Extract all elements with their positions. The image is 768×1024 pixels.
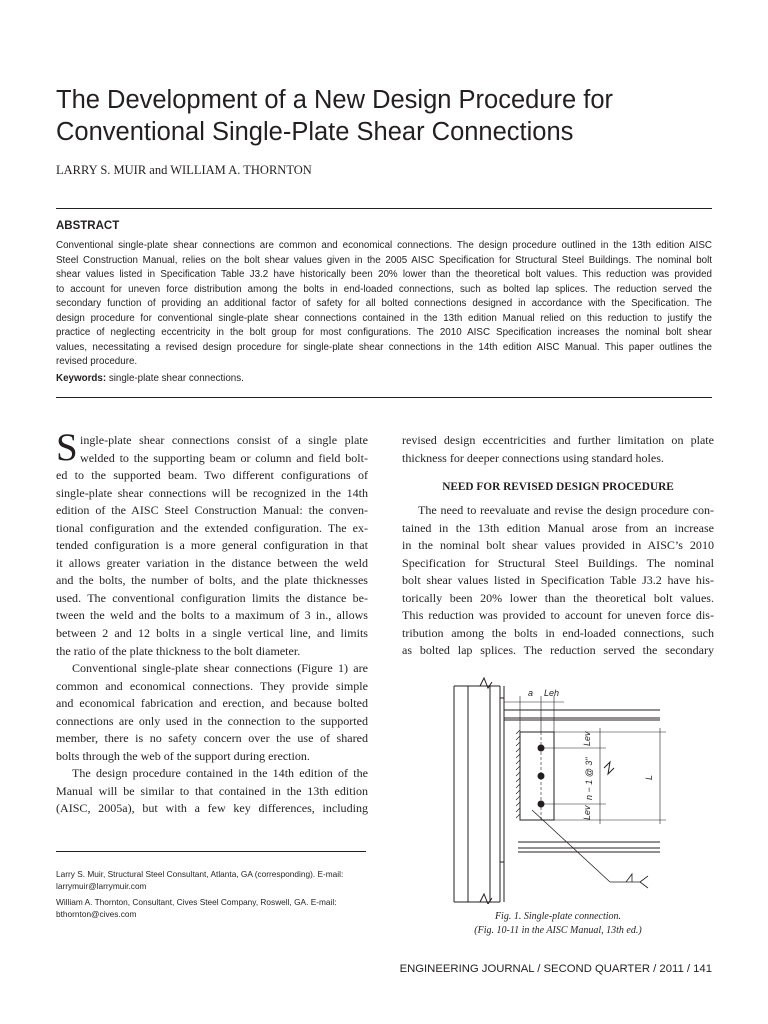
- body-line: Conventional single-plate shear connections (Figure 1) are: [72, 661, 368, 676]
- body-line: and the bolts, the number of bolts, and the plate thicknesses: [56, 573, 368, 588]
- body-line: The design procedure contained in the 14th edition of the: [72, 766, 368, 781]
- caption-line: (Fig. 10-11 in the AISC Manual, 13th ed.): [474, 925, 642, 936]
- abstract-line: values, necessitating a revised design procedure for single-plate shear connections in the 14th edition AISC Manual. This paper outlines the: [56, 341, 712, 353]
- body-line: This reduction was provided to account for uneven force dis-: [402, 608, 714, 623]
- weld-tail: [640, 876, 648, 888]
- body-line: bolts through the web of the support during erection.: [56, 748, 310, 763]
- affiliation-email[interactable]: larrymuir@larrymuir.com: [56, 881, 147, 891]
- body-line: bolt shear values listed in Specification Table J3.2 have his-: [402, 573, 714, 588]
- body-line: ed to the supported beam. Two different configurations of: [56, 468, 368, 483]
- body-line: tional configuration and the extended configuration. The ex-: [56, 520, 368, 535]
- body-column-right-section: [402, 502, 714, 660]
- figure-caption: [402, 910, 714, 938]
- divider: [56, 208, 712, 209]
- column-member: [454, 686, 500, 902]
- abstract-line: revised procedure.: [56, 356, 138, 368]
- body-line: thickness for deeper connections using standard holes.: [402, 450, 664, 465]
- abstract-line: Conventional single-plate shear connections are common and economical connections. The design procedure outlined in the 13th edition AISC: [56, 240, 712, 251]
- body-line: revised design eccentricities and further limitation on plate: [402, 433, 714, 447]
- shear-plate: [520, 732, 554, 820]
- dim-label-leh: Leh: [544, 688, 560, 698]
- body-line: tween the weld and the bolts to a maximum of 3 in., allows: [56, 608, 368, 623]
- author-list: LARRY S. MUIR and WILLIAM A. THORNTON: [56, 163, 312, 177]
- abstract-line: design procedure for conventional single-plate shear connections contained in the 13th edition Manual relied on this reduction to justify the: [56, 312, 712, 324]
- abstract-line: to account for uneven force distribution among the bolts in end-loaded connections, such as bolted lap splices. The reduction served the: [56, 283, 712, 295]
- abstract-line: shear values listed in Specification Table J3.2 have historically been 20% lower than the theoretical bolt values. This reduction was provided: [56, 269, 712, 281]
- beam-member: [500, 686, 660, 902]
- dim-label-a: a: [528, 688, 534, 698]
- weld-symbol: [626, 874, 632, 882]
- body-line: Specification for Structural Steel Buildings. The nominal: [402, 555, 714, 570]
- abstract-body: [56, 239, 712, 370]
- paper-title: [56, 84, 716, 148]
- author-affiliation: [56, 896, 376, 920]
- body-line: in the nominal bolt shear values provided in AISC’s 2010: [402, 538, 714, 553]
- body-column-right: [402, 432, 714, 467]
- title-line: The Development of a New Design Procedure for: [56, 86, 614, 114]
- body-line: it allows greater variation in the distance between the weld: [56, 555, 368, 570]
- dim-label-lev-bottom: Lev: [582, 805, 592, 820]
- affiliation-line: William A. Thornton, Consultant, Cives Steel Company, Roswell, GA. E-mail:: [56, 897, 337, 907]
- body-line: (AISC, 2005a), but with a few key differences, including: [56, 801, 368, 816]
- body-line: used. The conventional configuration limits the distance be-: [56, 590, 368, 605]
- affiliation-line: Larry S. Muir, Structural Steel Consultant, Atlanta, GA (corresponding). E-mail:: [56, 869, 344, 879]
- body-column-left: [56, 432, 368, 818]
- body-line: the ratio of the plate thickness to the bolt diameter.: [56, 643, 301, 658]
- body-line: Manual will be similar to that contained in the 13th edition: [56, 783, 368, 798]
- keywords-label: Keywords:: [56, 373, 107, 384]
- abstract-heading: ABSTRACT: [56, 220, 120, 232]
- drop-cap: S: [56, 426, 78, 469]
- caption-line: Fig. 1. Single-plate connection.: [494, 911, 622, 922]
- body-line: ingle-plate shear connections consist of a single plate: [80, 433, 368, 447]
- abstract-line: practice of neglecting eccentricity in the bolt group for most configurations. The 2010 AISC Specification increases the nominal bolt shear: [56, 327, 712, 339]
- body-line: as bolted lap splices. The reduction served the secondary: [402, 643, 714, 658]
- dim-label-l: L: [644, 774, 654, 780]
- author-affiliation: [56, 868, 376, 892]
- weld-hatch: [516, 730, 520, 818]
- section-heading: NEED FOR REVISED DESIGN PROCEDURE: [442, 481, 674, 493]
- dim-label-spacing: n − 1 @ 3": [584, 757, 594, 800]
- body-line: The need to reevaluate and revise the design procedure con-: [418, 503, 714, 517]
- body-line: between 2 and 12 bolts in a single vertical line, and limits: [56, 626, 368, 641]
- abstract-line: Steel Construction Manual, relies on the bolt shear values given in the 2005 AISC Specification for Structural Steel Buildings. The nominal bolt: [56, 254, 712, 266]
- body-line: common and economical connections. They provide simple: [56, 678, 368, 693]
- affiliation-email[interactable]: bthornton@cives.com: [56, 909, 137, 919]
- abstract-line: secondary function of providing an additional factor of safety for all bolted connections designed in accordance with the Specification. The: [56, 298, 712, 310]
- body-line: torically been 20% lower than the theoretical bolt values.: [402, 590, 714, 605]
- dim-label-lev-top: Lev: [582, 731, 592, 746]
- body-line: member, there is no safety concern over the use of shared: [56, 731, 368, 746]
- title-line: Conventional Single-Plate Shear Connections: [56, 118, 574, 146]
- body-line: and economical fabrication and erection, and because bolted: [56, 696, 368, 711]
- body-line: welded to the supporting beam or column and field bolt-: [80, 450, 368, 465]
- body-line: tended configuration is a more general configuration in that: [56, 538, 368, 553]
- break-line: [604, 762, 614, 774]
- weld-leader: [532, 810, 610, 882]
- body-line: tained in the 13th edition Manual arose from an increase: [402, 520, 714, 535]
- body-line: tribution among the bolts in end-loaded connections, such: [402, 625, 714, 640]
- body-line: single-plate shear connections will be recognized in the 14th: [56, 485, 368, 500]
- keywords: [56, 373, 244, 384]
- divider: [56, 397, 712, 398]
- journal-footer: ENGINEERING JOURNAL / SECOND QUARTER / 2011 / 141: [399, 963, 712, 975]
- keywords-value: single-plate shear connections.: [106, 373, 244, 384]
- single-plate-connection-figure: [440, 676, 690, 904]
- footnote-divider: [56, 851, 366, 852]
- body-line: connections are only used in the connection to the supported: [56, 713, 368, 728]
- body-line: edition of the AISC Steel Construction Manual: the conven-: [56, 503, 368, 518]
